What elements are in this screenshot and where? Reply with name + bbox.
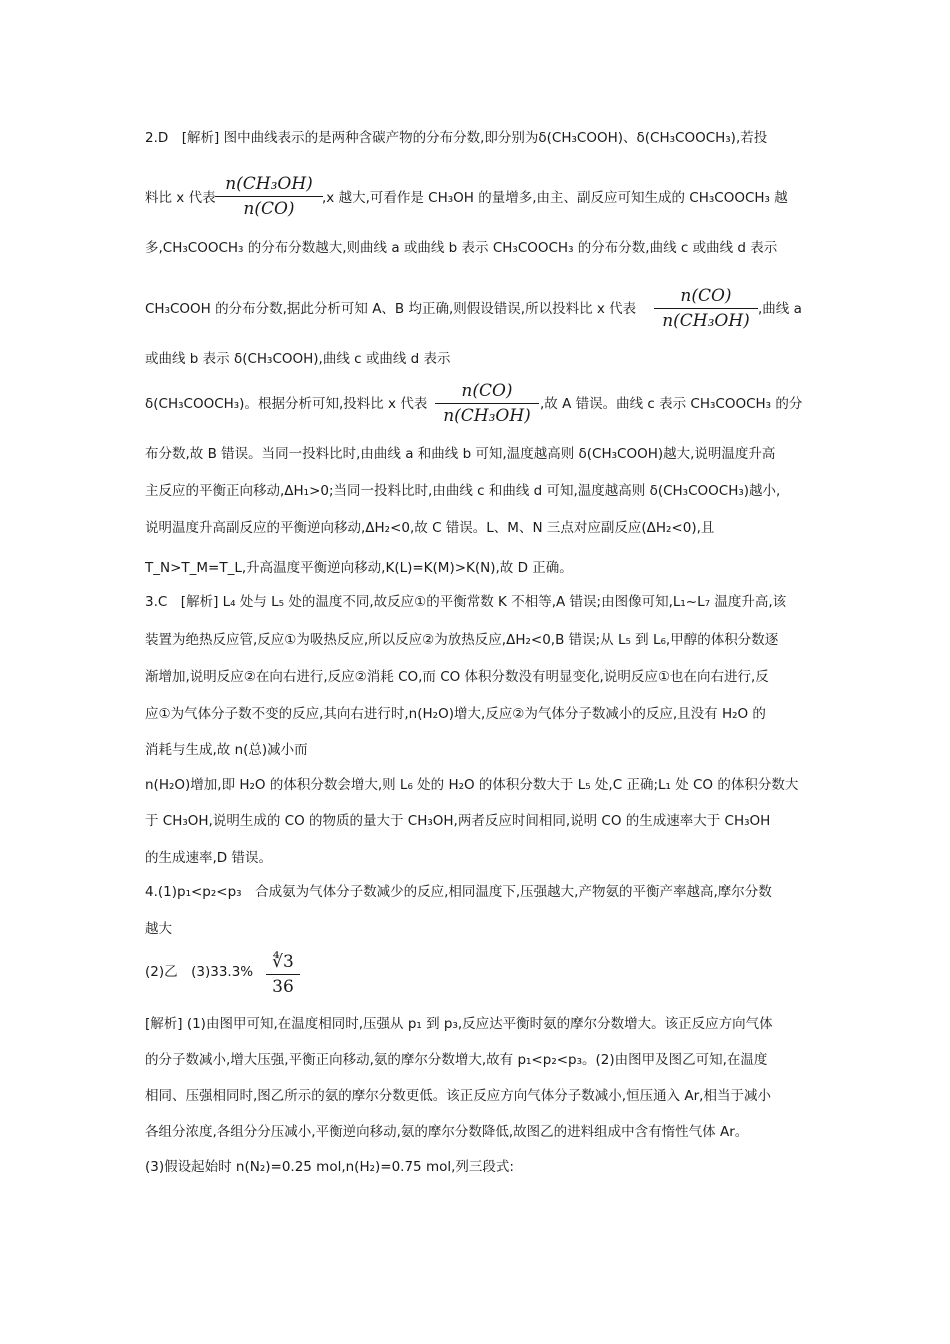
text-line: 应①为气体分子数不变的反应,其向右进行时,n(H₂O)增大,反应②为气体分子数减小的反应,且没有 H₂O 的 <box>145 706 766 722</box>
text-line: 各组分浓度,各组分分压减小,平衡逆向移动,氨的摩尔分数降低,故图乙的进料组成中含有惰性气体 Ar。 <box>145 1124 749 1140</box>
text-line: 或曲线 b 表示 δ(CH₃COOH),曲线 c 或曲线 d 表示 <box>145 351 451 367</box>
text-line: 2.D [解析] 图中曲线表示的是两种含碳产物的分布分数,即分别为δ(CH₃COOH)、δ(CH₃COOCH₃),若投 <box>145 130 768 146</box>
fraction-bar <box>435 403 539 404</box>
text-line: 多,CH₃COOCH₃ 的分布分数越大,则曲线 a 或曲线 b 表示 CH₃COOCH₃ 的分布分数,曲线 c 或曲线 d 表示 <box>145 240 778 256</box>
text-line: ,x 越大,可看作是 CH₃OH 的量增多,由主、副反应可知生成的 CH₃COOCH₃ 越 <box>322 190 788 206</box>
fraction-numerator: n(CO) <box>461 381 513 401</box>
text-line: 越大 <box>145 921 172 937</box>
fraction-denominator: n(CH₃OH) <box>443 406 531 426</box>
text-line: 的分子数减小,增大压强,平衡正向移动,氨的摩尔分数增大,故有 p₁<p₂<p₃。(2)由图甲及图乙可知,在温度 <box>145 1052 768 1068</box>
text-line: ,故 A 错误。曲线 c 表示 CH₃COOCH₃ 的分 <box>540 396 803 412</box>
text-line: (2)乙 (3)33.3% <box>145 964 254 980</box>
text-line: 于 CH₃OH,说明生成的 CO 的物质的量大于 CH₃OH,两者反应时间相同,说明 CO 的生成速率大于 CH₃OH <box>145 813 771 829</box>
text-line: ,曲线 a <box>758 301 802 317</box>
fraction-denominator: 36 <box>272 977 294 997</box>
fraction-numerator: n(CO) <box>680 286 732 306</box>
fraction-numerator: ∜3 <box>272 952 294 972</box>
fraction-denominator: n(CO) <box>243 199 295 219</box>
fraction-numerator: n(CH₃OH) <box>225 174 313 194</box>
text-line: 4.(1)p₁<p₂<p₃ 合成氨为气体分子数减少的反应,相同温度下,压强越大,产物氨的平衡产率越高,摩尔分数 <box>145 884 772 900</box>
text-line: 说明温度升高副反应的平衡逆向移动,ΔH₂<0,故 C 错误。L、M、N 三点对应副反应(ΔH₂<0),且 <box>145 520 715 536</box>
text-line: (3)假设起始时 n(N₂)=0.25 mol,n(H₂)=0.75 mol,列三段式: <box>145 1159 514 1175</box>
fraction-bar <box>654 308 758 309</box>
text-line: δ(CH₃COOCH₃)。根据分析可知,投料比 x 代表 <box>145 396 428 412</box>
text-line: 布分数,故 B 错误。当同一投料比时,由曲线 a 和曲线 b 可知,温度越高则 δ(CH₃COOH)越大,说明温度升高 <box>145 446 776 462</box>
text-line: [解析] (1)由图甲可知,在温度相同时,压强从 p₁ 到 p₃,反应达平衡时氨的摩尔分数增大。该正反应方向气体 <box>145 1016 773 1032</box>
fraction-co-over-ch3oh-2 <box>435 380 539 427</box>
text-line: n(H₂O)增加,即 H₂O 的体积分数会增大,则 L₆ 处的 H₂O 的体积分数大于 L₅ 处,C 正确;L₁ 处 CO 的体积分数大 <box>145 777 799 793</box>
text-line: 主反应的平衡正向移动,ΔH₁>0;当同一投料比时,由曲线 c 和曲线 d 可知,温度越高则 δ(CH₃COOCH₃)越小, <box>145 483 781 499</box>
fraction-bar <box>215 196 323 197</box>
text-line: 3.C [解析] L₄ 处与 L₅ 处的温度不同,故反应①的平衡常数 K 不相等,A 错误;由图像可知,L₁~L₇ 温度升高,该 <box>145 594 787 610</box>
fraction-ch3oh-over-co <box>215 173 323 220</box>
fraction-co-over-ch3oh <box>654 285 758 332</box>
text-line: CH₃COOH 的分布分数,据此分析可知 A、B 均正确,则假设错误,所以投料比 x 代表 <box>145 301 637 317</box>
text-line: 的生成速率,D 错误。 <box>145 850 272 866</box>
fraction-denominator: n(CH₃OH) <box>662 311 750 331</box>
answer-fraction <box>266 951 300 998</box>
text-line: 渐增加,说明反应②在向右进行,反应②消耗 CO,而 CO 体积分数没有明显变化,说明反应①也在向右进行,反 <box>145 669 769 685</box>
text-line: 相同、压强相同时,图乙所示的氨的摩尔分数更低。该正反应方向气体分子数减小,恒压通入 Ar,相当于减小 <box>145 1088 771 1104</box>
fraction-bar <box>266 974 300 975</box>
text-line: 料比 x 代表 <box>145 190 216 206</box>
text-line: 消耗与生成,故 n(总)减小而 <box>145 742 308 758</box>
text-line: T_N>T_M=T_L,升高温度平衡逆向移动,K(L)=K(M)>K(N),故 D 正确。 <box>145 560 573 576</box>
text-line: 装置为绝热反应管,反应①为吸热反应,所以反应②为放热反应,ΔH₂<0,B 错误;从 L₅ 到 L₆,甲醇的体积分数逐 <box>145 632 779 648</box>
